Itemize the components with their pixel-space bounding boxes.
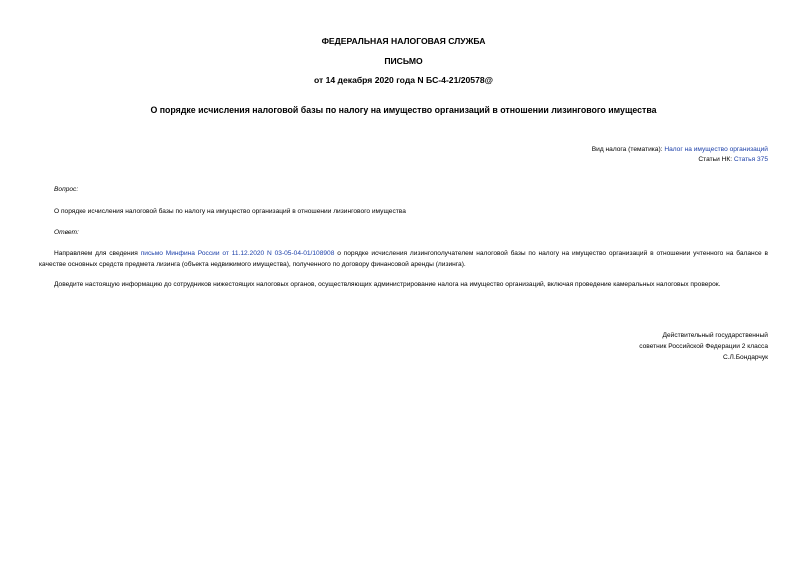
tax-type-label: Вид налога (тематика): xyxy=(591,146,663,153)
question-label: Вопрос: xyxy=(54,186,79,193)
signatory-name: С.Л.Бондарчук xyxy=(722,354,768,361)
minfin-letter-link[interactable]: письмо Минфина России от 11.12.2020 N 03-05-04-01/108908 xyxy=(140,250,335,257)
answer-paragraph-2: Доведите настоящую информацию до сотрудников нижестоящих налоговых органов, осуществляющих администрирование налога на имущество организаций, включая проведение камеральных налоговых проверок. xyxy=(54,281,721,288)
document-type: ПИСЬМО xyxy=(384,56,423,66)
question-text: О порядке исчисления налоговой базы по налогу на имущество организаций в отношении лизингового имущества xyxy=(54,208,406,215)
document-title: О порядке исчисления налоговой базы по налогу на имущество организаций в отношении лизингового имущества xyxy=(150,105,657,115)
nk-articles-row xyxy=(698,155,768,165)
signature-line-2: советник Российской Федерации 2 класса xyxy=(639,343,768,350)
nk-articles-label: Статьи НК: xyxy=(698,156,733,163)
tax-type-link[interactable]: Налог на имущество организаций xyxy=(664,146,768,153)
answer-p1-after: о порядке исчисления лизингополучателем налоговой базы по налогу на имущество организаций в отношении учтенного на балансе в качестве основных средств предмета лизинга (объекта недвижимого имущества), полученного по договору финансовой аренды (лизинга). xyxy=(39,250,768,268)
signature-line-1: Действительный государственный xyxy=(662,332,768,339)
nk-article-link[interactable]: Статья 375 xyxy=(733,156,768,163)
answer-p1-before: Направляем для сведения xyxy=(54,250,141,257)
tax-type-row xyxy=(592,145,768,155)
document-date-number: от 14 декабря 2020 года N БС-4-21/20578@ xyxy=(313,75,494,85)
answer-paragraph-1 xyxy=(39,248,768,270)
agency-name: ФЕДЕРАЛЬНАЯ НАЛОГОВАЯ СЛУЖБА xyxy=(321,36,486,46)
signature-block xyxy=(639,330,768,363)
answer-label: Ответ: xyxy=(54,229,79,236)
